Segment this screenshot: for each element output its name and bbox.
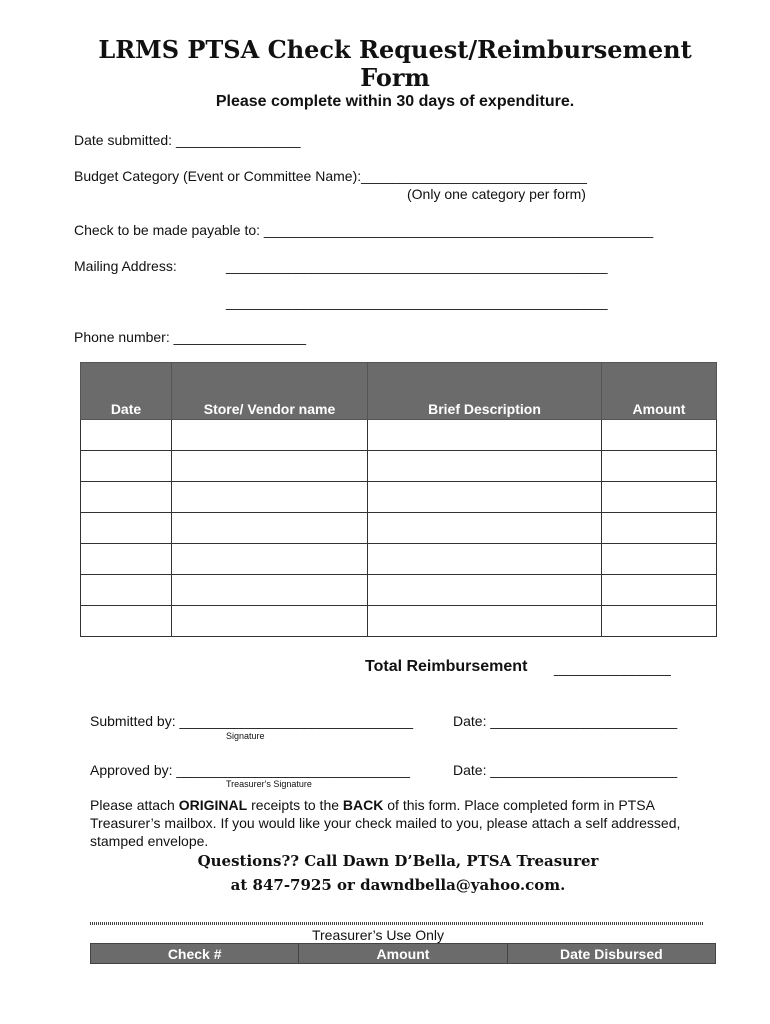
column-header-amount: Amount [602,363,717,420]
amount-cell[interactable] [602,544,717,575]
date-cell[interactable] [81,451,172,482]
mailing-address-label: Mailing Address: [74,258,177,274]
column-header-vendor: Store/ Vendor name [172,363,368,420]
table-row [81,513,717,544]
budget-category-note: (Only one category per form) [407,186,586,202]
treasurer-signature-caption: Treasurer's Signature [226,779,312,789]
description-cell[interactable] [368,513,602,544]
description-cell[interactable] [368,575,602,606]
column-header-description: Brief Description [368,363,602,420]
description-cell[interactable] [368,606,602,637]
amount-cell[interactable] [602,482,717,513]
approved-by-field[interactable]: Approved by: ______________________________ [90,762,410,778]
contact-line-2: at 847-7925 or dawndbella@yahoo.com. [230,876,566,894]
expense-table-header-row [81,363,717,420]
receipts-instructions [90,796,710,850]
date-cell[interactable] [81,513,172,544]
total-reimbursement-field[interactable]: _______________ [554,660,671,676]
submitted-date-field[interactable]: Date: ________________________ [453,713,678,729]
vendor-cell[interactable] [172,606,368,637]
date-cell[interactable] [81,420,172,451]
column-header-date: Date [81,363,172,420]
total-reimbursement-label: Total Reimbursement [365,658,528,675]
date-submitted-field[interactable]: Date submitted: ________________ [74,132,301,148]
vendor-cell[interactable] [172,575,368,606]
form-title: LRMS PTSA Check Request/Reimbursement Form [98,35,692,92]
note-text-1: Please attach [90,797,179,813]
expense-table [80,362,717,637]
table-row [81,544,717,575]
date-cell[interactable] [81,575,172,606]
approved-date-field[interactable]: Date: ________________________ [453,762,678,778]
phone-number-field[interactable]: Phone number: _________________ [74,329,306,345]
vendor-cell[interactable] [172,482,368,513]
vendor-cell[interactable] [172,544,368,575]
amount-cell[interactable] [602,575,717,606]
mailing-address-line-1[interactable]: _________________________________________________ [226,258,608,274]
amount-cell[interactable] [602,606,717,637]
amount-cell[interactable] [602,513,717,544]
contact-line-1: Questions?? Call Dawn D’Bella, PTSA Treasurer [197,852,599,870]
description-cell[interactable] [368,420,602,451]
table-row [81,606,717,637]
description-cell[interactable] [368,544,602,575]
table-row [81,451,717,482]
submitted-by-field[interactable]: Submitted by: ______________________________ [90,713,414,729]
table-row [81,482,717,513]
form-subtitle: Please complete within 30 days of expenditure. [215,93,575,110]
vendor-cell[interactable] [172,451,368,482]
budget-category-field[interactable]: Budget Category (Event or Committee Name):_____________________________ [74,168,587,184]
payable-to-field[interactable]: Check to be made payable to: __________________________________________________ [74,222,654,238]
treasurer-header-row [91,944,716,964]
column-header-check-number: Check # [91,944,299,964]
column-header-date-disbursed: Date Disbursed [507,944,715,964]
treasurer-use-table [90,943,716,964]
date-cell[interactable] [81,544,172,575]
description-cell[interactable] [368,451,602,482]
vendor-cell[interactable] [172,420,368,451]
table-row [81,420,717,451]
dotted-divider [90,922,704,925]
signature-caption: Signature [226,731,265,741]
mailing-address-line-2[interactable]: _________________________________________________ [226,294,608,310]
vendor-cell[interactable] [172,513,368,544]
treasurer-use-title: Treasurer’s Use Only [311,927,444,943]
date-cell[interactable] [81,482,172,513]
note-text-3: of this form. Place completed form in PTSA Treasurer’s mailbox. If you would like your check mailed to you, please attach a self addressed, stamped envelope. [90,797,681,849]
note-back: BACK [342,797,384,813]
column-header-treasurer-amount: Amount [299,944,507,964]
amount-cell[interactable] [602,451,717,482]
note-text-2: receipts to the [247,797,343,813]
table-row [81,575,717,606]
description-cell[interactable] [368,482,602,513]
note-original: ORIGINAL [178,797,248,813]
date-cell[interactable] [81,606,172,637]
amount-cell[interactable] [602,420,717,451]
